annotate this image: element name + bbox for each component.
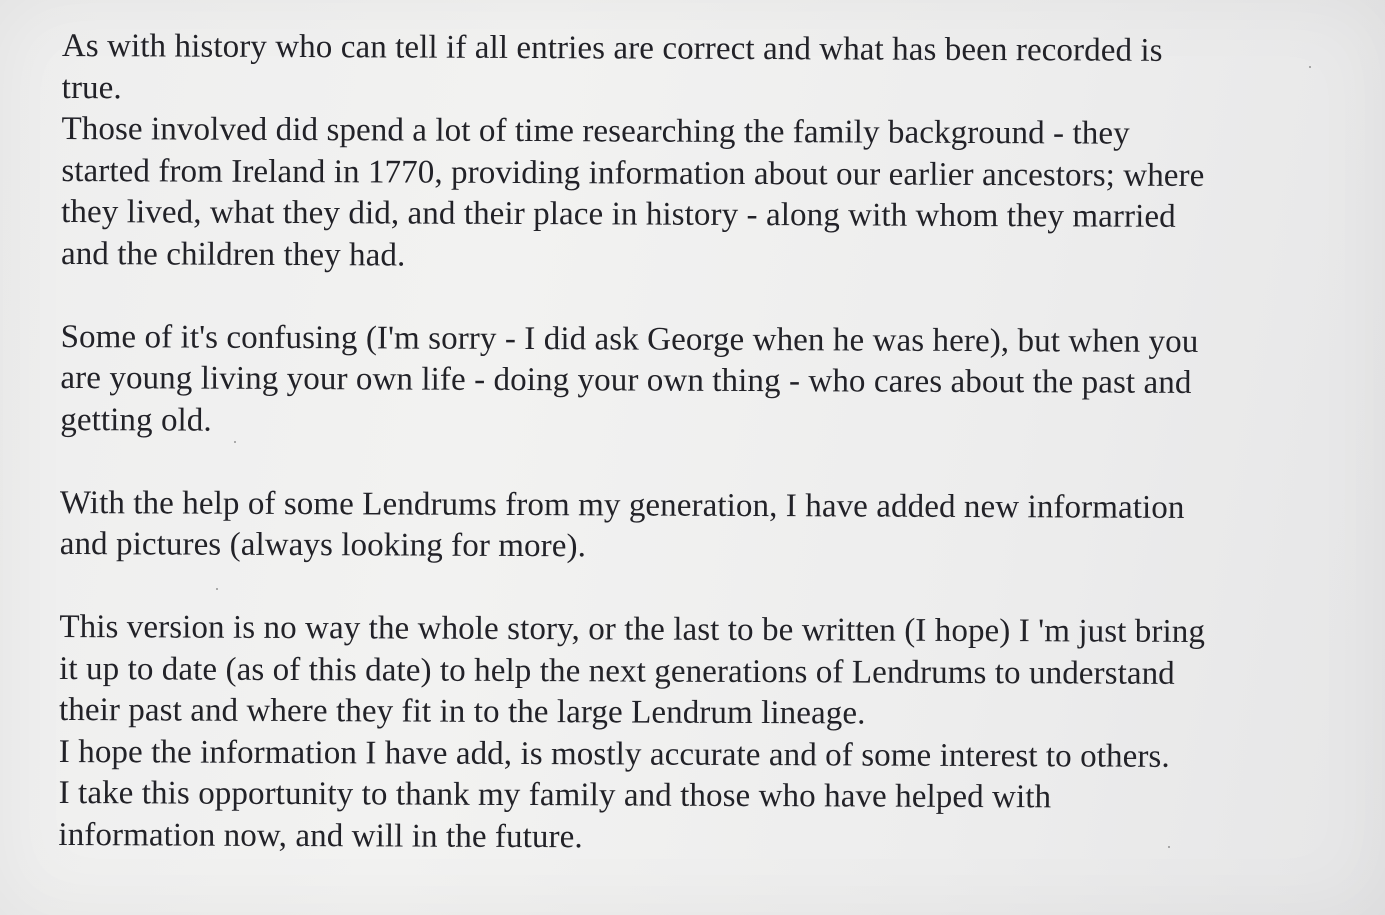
text-line: Some of it's confusing (I'm sorry - I did ask George when he was here), but when you: [60, 318, 1199, 360]
text-line: their past and where they fit in to the large Lendrum lineage.: [58, 691, 866, 732]
text-line: information now, and will in the future.: [58, 816, 583, 855]
text-line: I hope the information I have add, is mostly accurate and of some interest to others.: [58, 733, 1170, 775]
text-line: As with history who can tell if all entries are correct and what has been recorded is: [61, 27, 1163, 69]
text-line: This version is no way the whole story, or the last to be written (I hope) I 'm just bring: [59, 608, 1206, 650]
paper-speck: [1168, 846, 1170, 848]
text-line: getting old.: [60, 401, 212, 439]
paragraph-confusing: [60, 316, 1341, 446]
text-line: started from Ireland in 1770, providing information about our earlier ancestors; where: [61, 152, 1205, 194]
paper-speck: [1309, 66, 1311, 68]
text-line: Those involved did spend a lot of time researching the family background - they: [61, 110, 1130, 152]
paper-speck: [234, 441, 236, 443]
text-line: are young living your own life - doing your own thing - who cares about the past and: [60, 359, 1192, 401]
paper-speck: [216, 588, 218, 590]
text-line: it up to date (as of this date) to help the next generations of Lendrums to understand: [59, 650, 1175, 692]
paragraph-history-intro: [61, 26, 1342, 281]
text-line: and the children they had.: [60, 235, 406, 274]
paragraph-help: [60, 482, 1340, 571]
document-body: [58, 26, 1342, 862]
text-line: With the help of some Lendrums from my generation, I have added new information: [59, 484, 1185, 526]
paragraph-spacer: [60, 441, 1340, 488]
text-line: I take this opportunity to thank my family and those who have helped with: [58, 774, 1052, 816]
paragraph-spacer: [59, 565, 1339, 612]
text-line: they lived, what they did, and their place in history - along with whom they married: [61, 193, 1176, 235]
paragraph-version: [58, 607, 1339, 862]
paragraph-spacer: [61, 275, 1341, 322]
text-line: and pictures (always looking for more).: [59, 525, 587, 565]
text-line: true.: [61, 69, 122, 106]
